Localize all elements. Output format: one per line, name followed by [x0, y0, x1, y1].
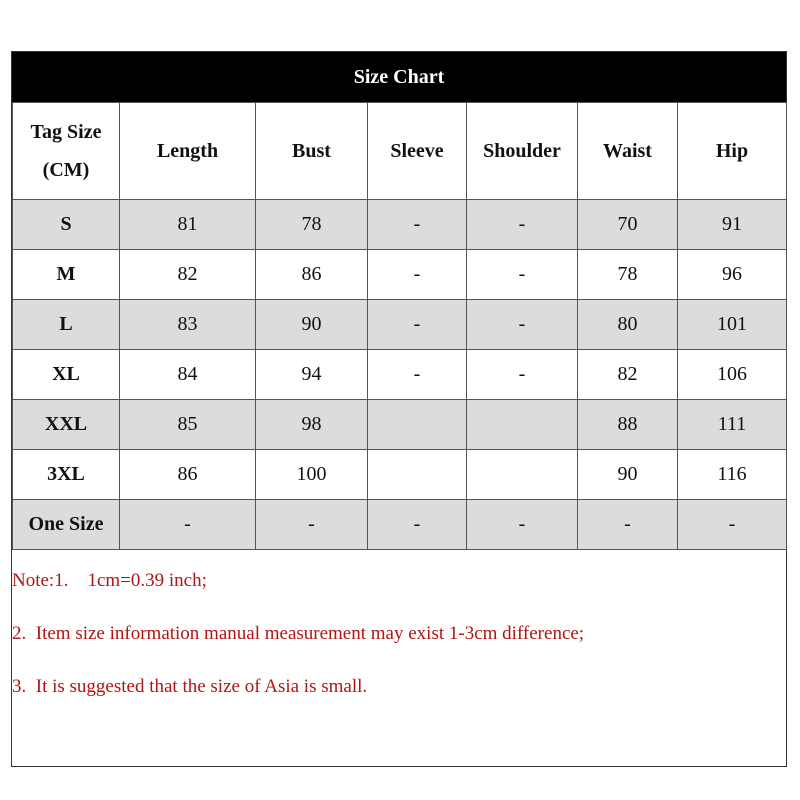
- table-cell: -: [467, 500, 578, 550]
- table-cell: 90: [256, 300, 368, 350]
- table-cell: -: [467, 200, 578, 250]
- table-cell: -: [467, 250, 578, 300]
- table-cell: 84: [120, 350, 256, 400]
- table-cell: [368, 400, 467, 450]
- table-row: [13, 400, 787, 450]
- table-cell: -: [368, 350, 467, 400]
- table-cell: -: [368, 300, 467, 350]
- table-cell: 82: [120, 250, 256, 300]
- table-cell: 78: [256, 200, 368, 250]
- table-cell: [368, 450, 467, 500]
- table-cell: -: [256, 500, 368, 550]
- note-line: 3. It is suggested that the size of Asia is small.: [12, 676, 368, 697]
- header-tag-size: [13, 103, 120, 200]
- table-cell: 78: [578, 250, 678, 300]
- header-hip: Hip: [678, 103, 787, 200]
- table-cell: 85: [120, 400, 256, 450]
- table-cell: -: [120, 500, 256, 550]
- table-row: [13, 200, 787, 250]
- table-cell: 83: [120, 300, 256, 350]
- size-label: One Size: [13, 500, 120, 550]
- note-line: 2. Item size information manual measurement may exist 1-3cm difference;: [12, 623, 585, 644]
- table-cell: 111: [678, 400, 787, 450]
- table-cell: -: [467, 350, 578, 400]
- header-sleeve: Sleeve: [368, 103, 467, 200]
- header-tag-size-unit: (CM): [42, 159, 90, 181]
- table-row: [13, 300, 787, 350]
- table-cell: 86: [256, 250, 368, 300]
- size-label: L: [13, 300, 120, 350]
- size-label: XXL: [13, 400, 120, 450]
- header-waist: Waist: [578, 103, 678, 200]
- size-table: [12, 102, 787, 550]
- size-label: 3XL: [13, 450, 120, 500]
- table-cell: 106: [678, 350, 787, 400]
- table-cell: 88: [578, 400, 678, 450]
- table-cell: 90: [578, 450, 678, 500]
- header-shoulder: Shoulder: [467, 103, 578, 200]
- header-tag-size-label: Tag Size: [30, 121, 102, 143]
- table-cell: 80: [578, 300, 678, 350]
- table-cell: -: [368, 500, 467, 550]
- table-cell: [467, 450, 578, 500]
- table-cell: 100: [256, 450, 368, 500]
- table-row: [13, 450, 787, 500]
- size-label: M: [13, 250, 120, 300]
- table-cell: 116: [678, 450, 787, 500]
- table-cell: [467, 400, 578, 450]
- table-cell: 91: [678, 200, 787, 250]
- table-row: [13, 500, 787, 550]
- table-cell: 98: [256, 400, 368, 450]
- table-cell: -: [368, 200, 467, 250]
- table-cell: 81: [120, 200, 256, 250]
- header-bust: Bust: [256, 103, 368, 200]
- note-line: Note:1. 1cm=0.39 inch;: [12, 570, 207, 591]
- size-chart: [11, 51, 787, 767]
- table-cell: 94: [256, 350, 368, 400]
- table-cell: 82: [578, 350, 678, 400]
- table-cell: -: [467, 300, 578, 350]
- header-length: Length: [120, 103, 256, 200]
- table-cell: -: [368, 250, 467, 300]
- table-row: [13, 250, 787, 300]
- table-cell: 101: [678, 300, 787, 350]
- table-cell: 70: [578, 200, 678, 250]
- chart-title: Size Chart: [12, 52, 786, 102]
- table-row: [13, 350, 787, 400]
- size-label: S: [13, 200, 120, 250]
- table-cell: 96: [678, 250, 787, 300]
- table-cell: 86: [120, 450, 256, 500]
- size-label: XL: [13, 350, 120, 400]
- table-cell: -: [578, 500, 678, 550]
- table-cell: -: [678, 500, 787, 550]
- table-header-row: [13, 103, 787, 200]
